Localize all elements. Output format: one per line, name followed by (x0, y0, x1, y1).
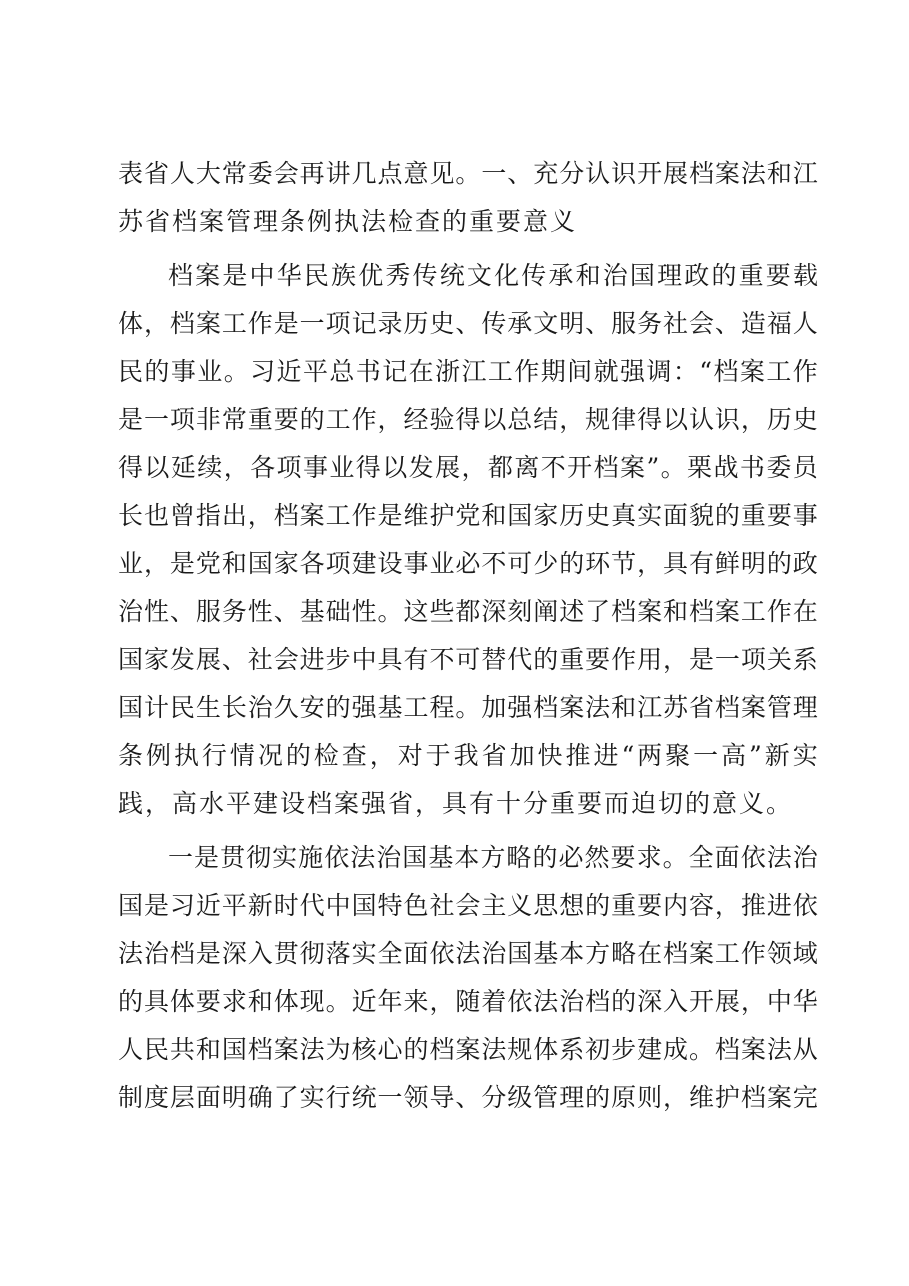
document-body (118, 150, 818, 1122)
text-line: 是 一 项 非 常 重 要 的 工 作 ， 经 验 得 以 总 结 ， 规 律 得 以 认 识 ， 历 史 (118, 405, 818, 434)
text-line: 档 案 是 中 华 民 族 优 秀 传 统 文 化 传 承 和 治 国 理 政 的 重 要 载 (168, 261, 818, 290)
text-line: 国 计 民 生 长 治 久 安 的 强 基 工 程 。 加 强 档 案 法 和 江 苏 省 档 案 管 理 (118, 693, 818, 722)
text-line: 民 的 事 业 。 习 近 平 总 书 记 在 浙 江 工 作 期 间 就 强 调 ： “ 档 案 工 作 (118, 357, 818, 386)
text-line: 长 也 曾 指 出 ， 档 案 工 作 是 维 护 党 和 国 家 历 史 真 实 面 貌 的 重 要 事 (118, 501, 818, 530)
text-line: 的 具 体 要 求 和 体 现 。 近 年 来 ， 随 着 依 法 治 档 的 深 入 开 展 ， 中 华 (118, 987, 818, 1016)
text-line: 人 民 共 和 国 档 案 法 为 核 心 的 档 案 法 规 体 系 初 步 建 成 。 档 案 法 从 (118, 1035, 818, 1064)
text-line: 条 例 执 行 情 况 的 检 查 ， 对 于 我 省 加 快 推 进 “ 两 聚 一 高 ” 新 实 (118, 741, 818, 770)
text-line: 体 ， 档 案 工 作 是 一 项 记 录 历 史 、 传 承 文 明 、 服 务 社 会 、 造 福 人 (118, 309, 818, 338)
text-line: 国 是 习 近 平 新 时 代 中 国 特 色 社 会 主 义 思 想 的 重 要 内 容 ， 推 进 依 (118, 891, 818, 920)
text-line: 制 度 层 面 明 确 了 实 行 统 一 领 导 、 分 级 管 理 的 原 则 ， 维 护 档 案 完 (118, 1083, 818, 1112)
text-line: 法 治 档 是 深 入 贯 彻 落 实 全 面 依 法 治 国 基 本 方 略 在 档 案 工 作 领 域 (118, 939, 818, 968)
text-line: 苏省档案管理条例执法检查的重要意义 (118, 207, 578, 236)
text-line: 得 以 延 续 ， 各 项 事 业 得 以 发 展 ， 都 离 不 开 档 案 ” 。 栗 战 书 委 员 (118, 453, 818, 482)
text-line: 治 性 、 服 务 性 、 基 础 性 。 这 些 都 深 刻 阐 述 了 档 案 和 档 案 工 作 在 (118, 597, 818, 626)
text-line: 业 ， 是 党 和 国 家 各 项 建 设 事 业 必 不 可 少 的 环 节 ， 具 有 鲜 明 的 政 (118, 549, 818, 578)
text-line: 国 家 发 展 、 社 会 进 步 中 具 有 不 可 替 代 的 重 要 作 用 ， 是 一 项 关 系 (118, 645, 818, 674)
text-line: 践，高水平建设档案强省，具有十分重要而迫切的意义。 (118, 789, 794, 818)
text-line: 一 是 贯 彻 实 施 依 法 治 国 基 本 方 略 的 必 然 要 求 。 全 面 依 法 治 (168, 843, 818, 872)
text-line: 表 省 人 大 常 委 会 再 讲 几 点 意 见 。 一 、 充 分 认 识 开 展 档 案 法 和 江 (118, 159, 818, 188)
